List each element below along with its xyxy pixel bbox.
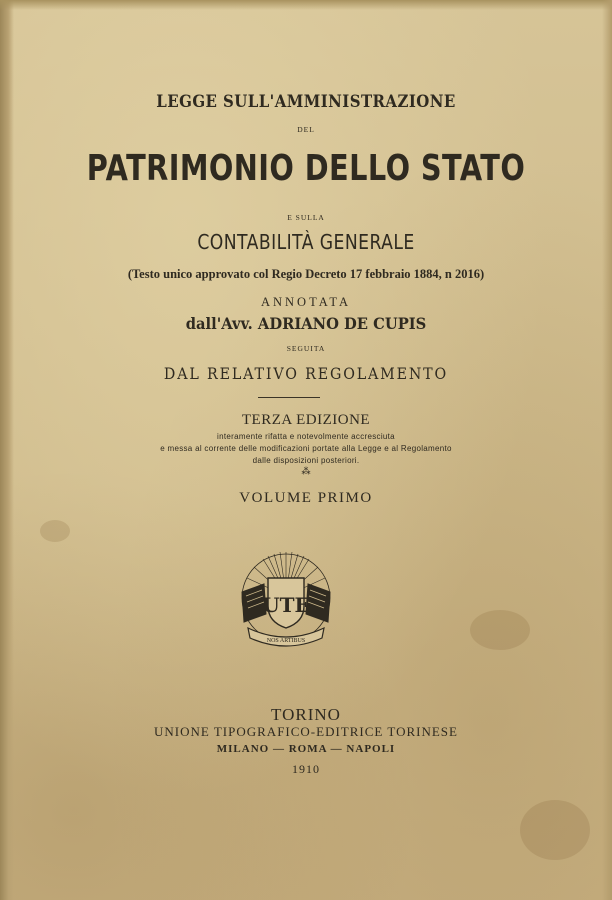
edition-note-3: dalle disposizioni posteriori. — [252, 456, 360, 465]
regolamento-line: DAL RELATIVO REGOLAMENTO — [163, 365, 449, 383]
cover-top-edge — [0, 0, 612, 10]
imprint-publisher: UNIONE TIPOGRAFICO-EDITRICE TORINESE — [154, 724, 458, 739]
emblem-initials: UTE — [262, 593, 310, 617]
paper-stain — [40, 520, 70, 542]
author-line: dall'Avv. ADRIANO DE CUPIS — [185, 314, 427, 333]
annotata-label: ANNOTATA — [260, 295, 352, 309]
imprint-city: TORINO — [271, 705, 341, 724]
imprint-cities: MILANO — ROMA — NAPOLI — [216, 743, 396, 755]
imprint-year: 1910 — [292, 762, 320, 776]
main-title: PATRIMONIO DELLO STATO — [86, 148, 526, 189]
edition-label: TERZA EDIZIONE — [241, 412, 371, 428]
paper-stain — [520, 800, 590, 860]
publisher-emblem-icon — [234, 548, 338, 654]
seguita-label: SEGUITA — [286, 344, 326, 353]
title-line-1: LEGGE SULL'AMMINISTRAZIONE — [156, 92, 456, 112]
emblem-ribbon-text: NOS ARTIBUS — [266, 638, 306, 644]
edition-note-2: e messa al corrente delle modificazioni portate alla Legge e al Regolamento — [160, 444, 452, 453]
title-connector-sulla: E SULLA — [287, 213, 325, 222]
ornament-icon: ⁂ — [301, 467, 311, 477]
divider-rule — [258, 397, 320, 398]
title-connector-del: DEL — [297, 125, 315, 134]
decree-note: (Testo unico approvato col Regio Decreto 17 febbraio 1884, n 2016) — [127, 267, 485, 281]
edition-note-1: interamente rifatta e notevolmente accresciuta — [217, 432, 395, 441]
subtitle: CONTABILITÀ GENERALE — [197, 230, 415, 254]
volume-label: VOLUME PRIMO — [239, 490, 373, 506]
paper-stain — [470, 610, 530, 650]
